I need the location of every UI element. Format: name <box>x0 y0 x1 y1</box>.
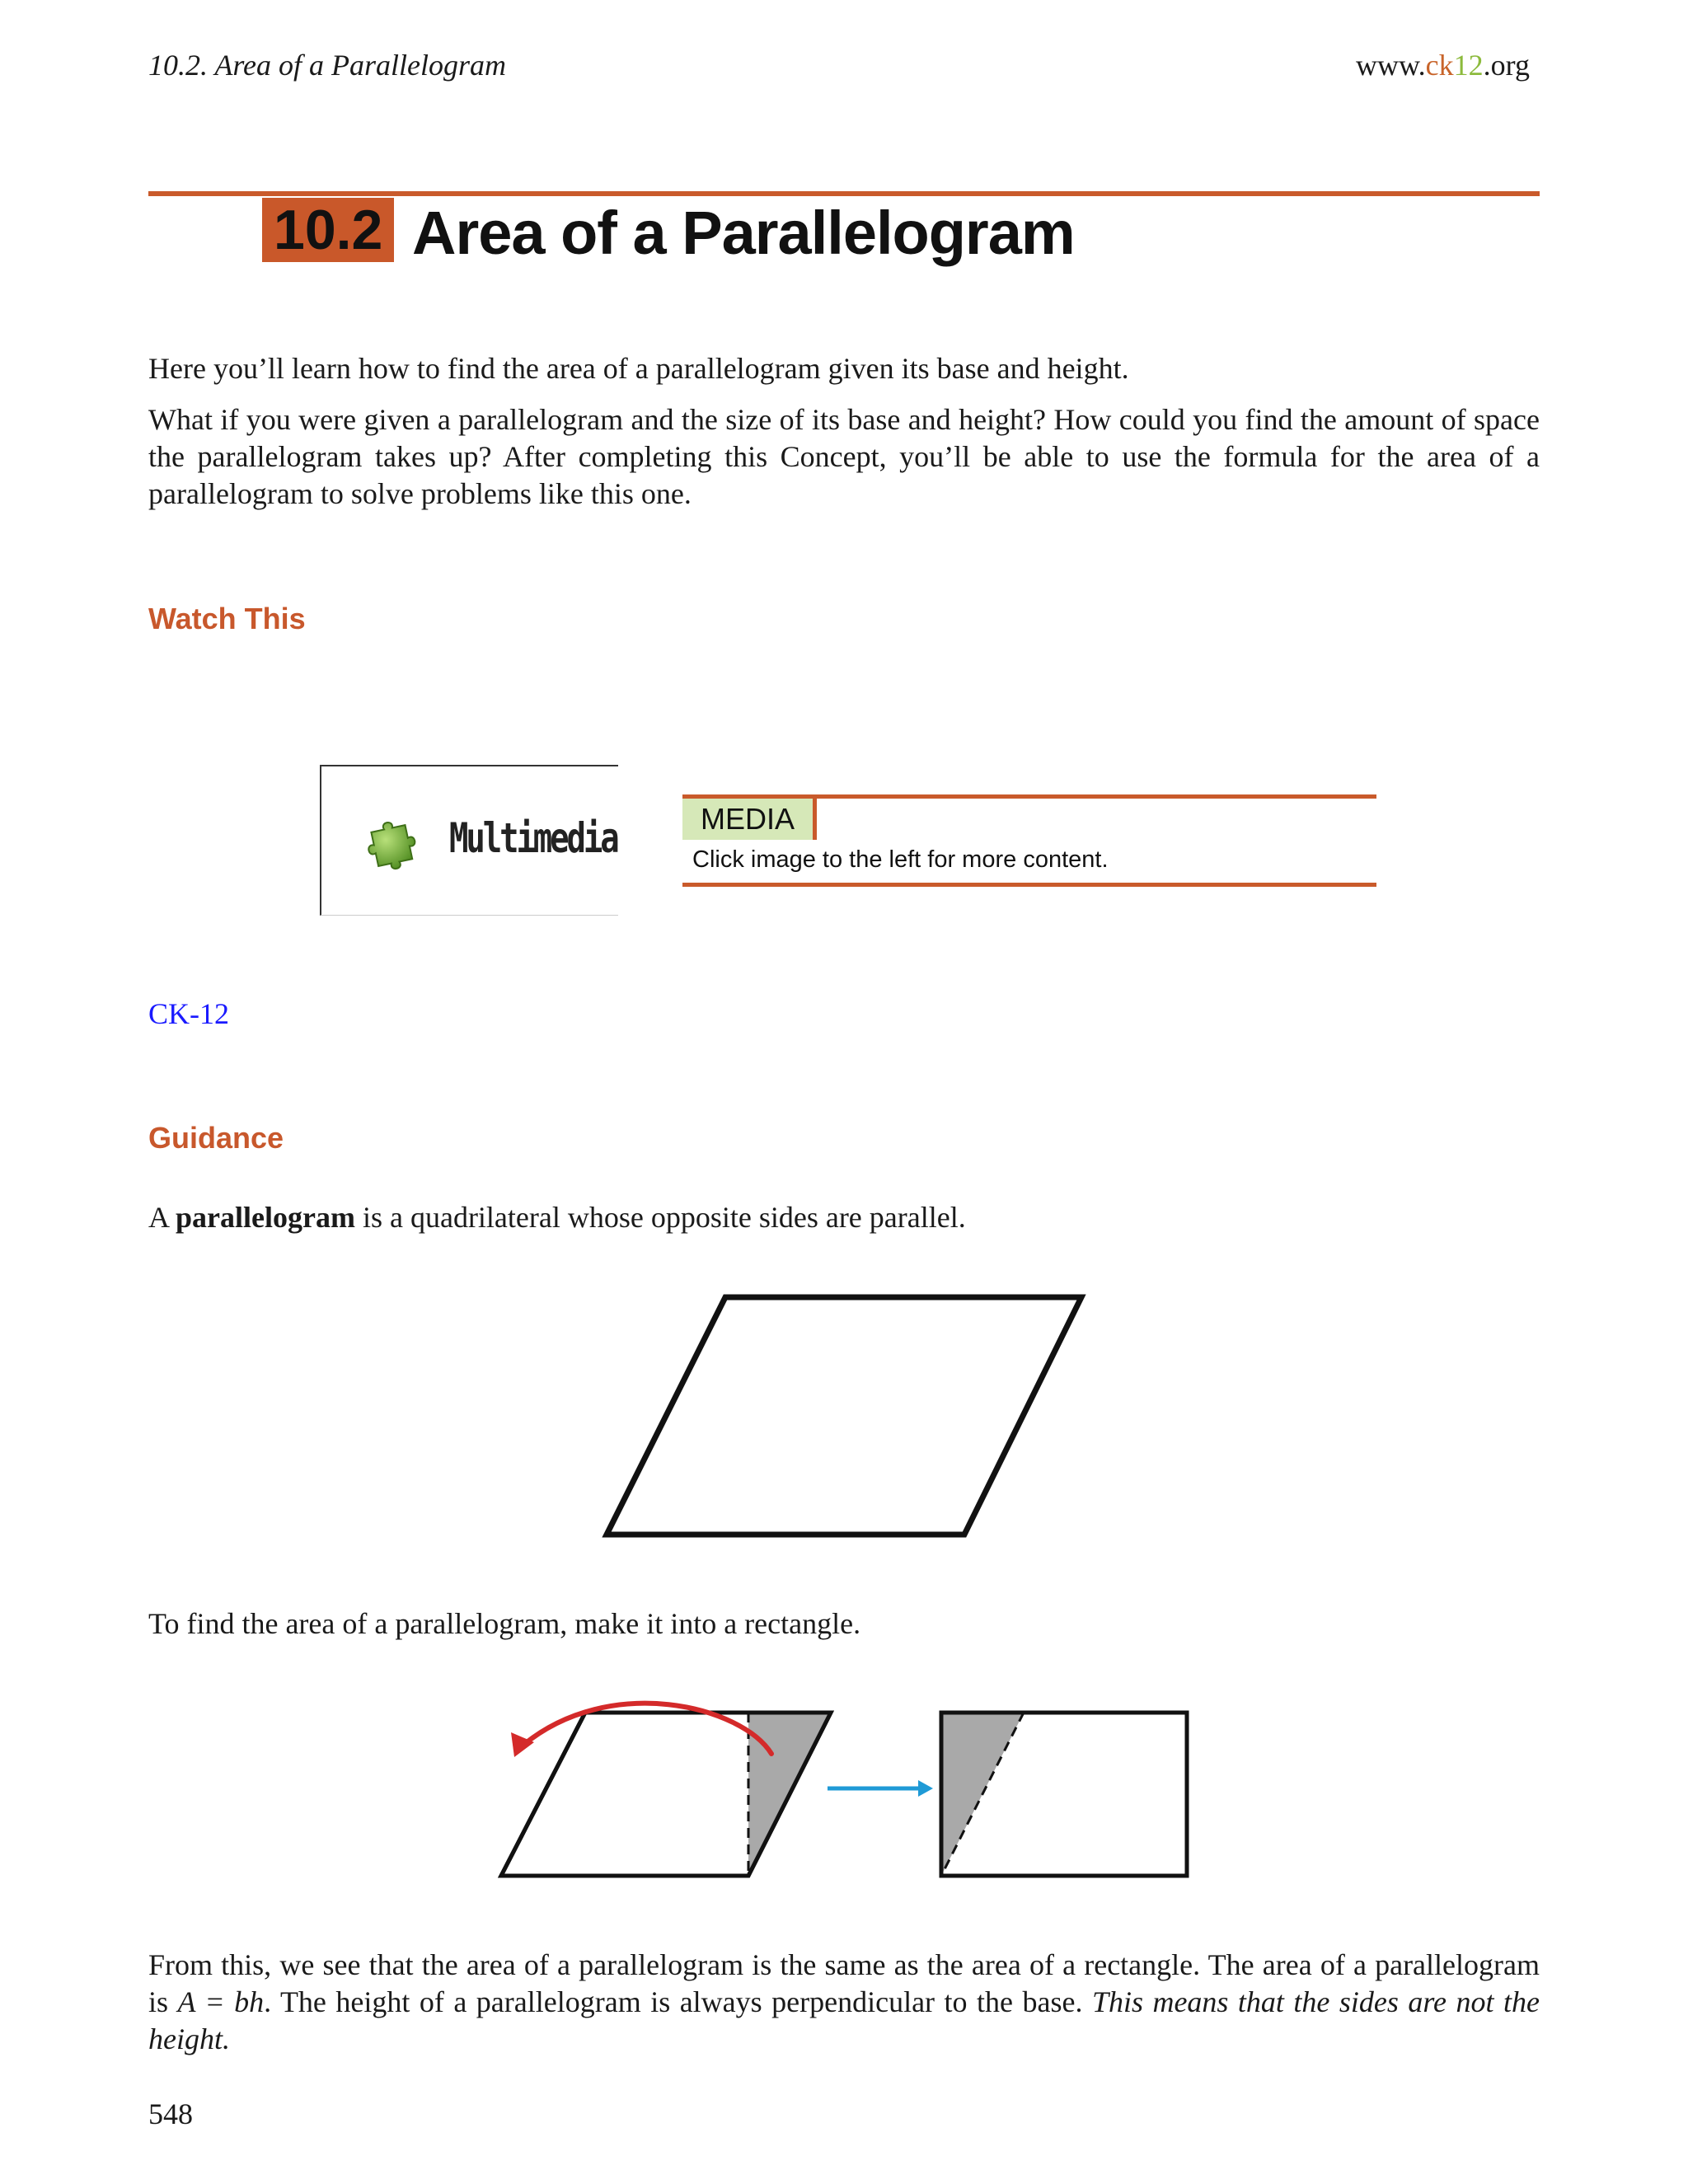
transform-arrow-head <box>918 1780 933 1797</box>
page-number: 548 <box>148 2097 193 2130</box>
site-ck: ck <box>1425 49 1454 82</box>
conclusion-part1: From this, we see that the area of a parallelogram is the same as the area of a rectangle. The area of a parallelogram is <box>148 1948 1540 2018</box>
parallelogram-shape <box>607 1297 1081 1535</box>
media-bottom-rule <box>682 883 1376 887</box>
multimedia-label: Multimedia <box>449 814 617 862</box>
conclusion-paragraph <box>148 1947 1540 2058</box>
watch-this-heading: Watch This <box>148 602 306 635</box>
intro-question: What if you were given a parallelogram and the size of its base and height? How could you find the amount of space the parallelogram takes up? After completing this Concept, you’ll be able to use the formula for the area of a parallelogram to solve problems like this one. <box>148 403 1540 510</box>
move-arrow-head <box>511 1732 534 1757</box>
conclusion-italic: This means that the sides are not the height. <box>148 1985 1540 2055</box>
site-12: 12 <box>1453 49 1484 82</box>
puzzle-icon <box>363 813 429 875</box>
intro-summary: Here you’ll learn how to find the area of a parallelogram given its base and height. <box>148 352 1129 385</box>
definition-rest: is a quadrilateral whose opposite sides are parallel. <box>354 1201 966 1234</box>
ck12-link[interactable]: CK-12 <box>148 997 229 1030</box>
rectangle-sentence: To find the area of a parallelogram, make it into a rectangle. <box>148 1607 861 1640</box>
conclusion-part2: . The height of a parallelogram is always perpendicular to the base. <box>264 1985 1092 2018</box>
parallelogram-definition <box>148 1199 1540 1236</box>
site-url[interactable] <box>1356 48 1530 82</box>
chapter-number: 10.2 <box>262 198 394 262</box>
title-rule <box>148 191 1540 196</box>
definition-term: parallelogram <box>176 1201 355 1234</box>
area-formula: A = bh <box>177 1985 265 2018</box>
chapter-title: Area of a Parallelogram <box>412 199 1075 267</box>
media-note: Click image to the left for more content. <box>692 846 1109 873</box>
running-header-section: 10.2. Area of a Parallelogram <box>148 49 506 82</box>
parallelogram-figure <box>593 1286 1088 1541</box>
media-label: MEDIA <box>682 799 817 840</box>
guidance-heading: Guidance <box>148 1121 284 1155</box>
parallelogram-to-rectangle-figure <box>495 1681 1195 1887</box>
multimedia-thumbnail[interactable] <box>320 765 618 916</box>
definition-prefix: A <box>148 1201 176 1234</box>
site-prefix: www. <box>1356 49 1426 82</box>
site-suffix: .org <box>1483 49 1530 82</box>
